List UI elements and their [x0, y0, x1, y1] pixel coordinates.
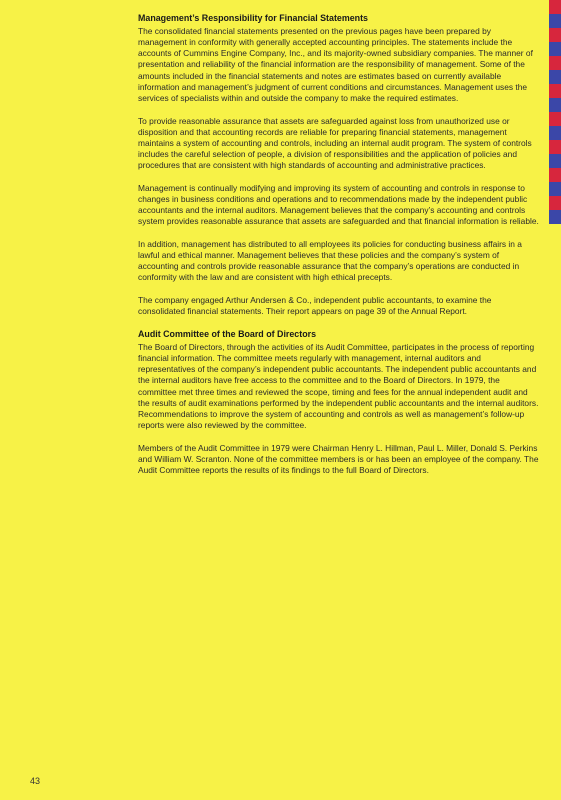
paragraph: Members of the Audit Committee in 1979 were Chairman Henry L. Hillman, Paul L. Miller, Donald S. Perkins and William W. Scranton. None of the committee members is or has been an employee of the company. The Audit Committee reports the results of its findings to the full Board of Directors.: [138, 442, 539, 475]
section-heading-management: Management’s Responsibility for Financial Statements: [138, 13, 368, 23]
section-heading-audit-committee: Audit Committee of the Board of Directors: [138, 328, 317, 339]
page-number: 43: [30, 776, 41, 786]
decorative-edge-strip: [549, 0, 561, 224]
paragraph: The Board of Directors, through the activities of its Audit Committee, participates in the process of reporting financial information. The committee meets regularly with management, internal auditors and representatives of the company’s independent public accountants. The independent public accountants and the internal auditors have free access to the committee and to the Board of Directors. In 1979, the committee met three times and reviewed the scope, timing and fees for the annual independent audit and the results of audit examinations performed by the independent public accountants and the internal auditors. Recommendations to improve the system of accounting and controls as well as management’s follow-up reports were also reviewed by the committee.: [138, 341, 539, 431]
paragraph: In addition, management has distributed to all employees its policies for conducting business affairs in a lawful and ethical manner. Management believes that these policies and the company’s system of accounting and controls provide reasonable assurance that the company’s operations are conducted in conformity with the law and are consistent with high ethical precepts.: [138, 239, 522, 283]
paragraph: To provide reasonable assurance that assets are safeguarded against loss from unauthorized use or disposition and that accounting records are reliable for preparing financial statements, management maintains a system of accounting and controls, including an internal audit program. The system of controls includes the careful selection of people, a division of responsibilities and the application of policies and procedures that are consistent with high standards of accounting and administrative practices.: [138, 115, 532, 171]
document-body: [138, 13, 540, 488]
paragraph: The company engaged Arthur Andersen & Co., independent public accountants, to examine the consolidated financial statements. Their report appears on page 39 of the Annual Report.: [138, 295, 492, 317]
paragraph: Management is continually modifying and improving its system of accounting and controls in response to changes in business conditions and operations and to recommendations made by the independent public accountants and the internal auditors. Management believes that the company’s accounting and controls system provides reasonable assurance that assets are safeguarded and that financial information is reliable.: [138, 182, 539, 227]
paragraph: The consolidated financial statements presented on the previous pages have been prepared by management in conformity with generally accepted accounting principles. The statements include the accounts of Cummins Engine Company, Inc., and its majority-owned subsidiary companies. The manner of presentation and reliability of the financial information are the responsibility of management. Some of the amounts included in the financial statements and notes are estimates based on currently available information and management’s judgment of current conditions and circumstances. Management uses the services of specialists within and outside the company to make the required estimates.: [138, 26, 533, 103]
